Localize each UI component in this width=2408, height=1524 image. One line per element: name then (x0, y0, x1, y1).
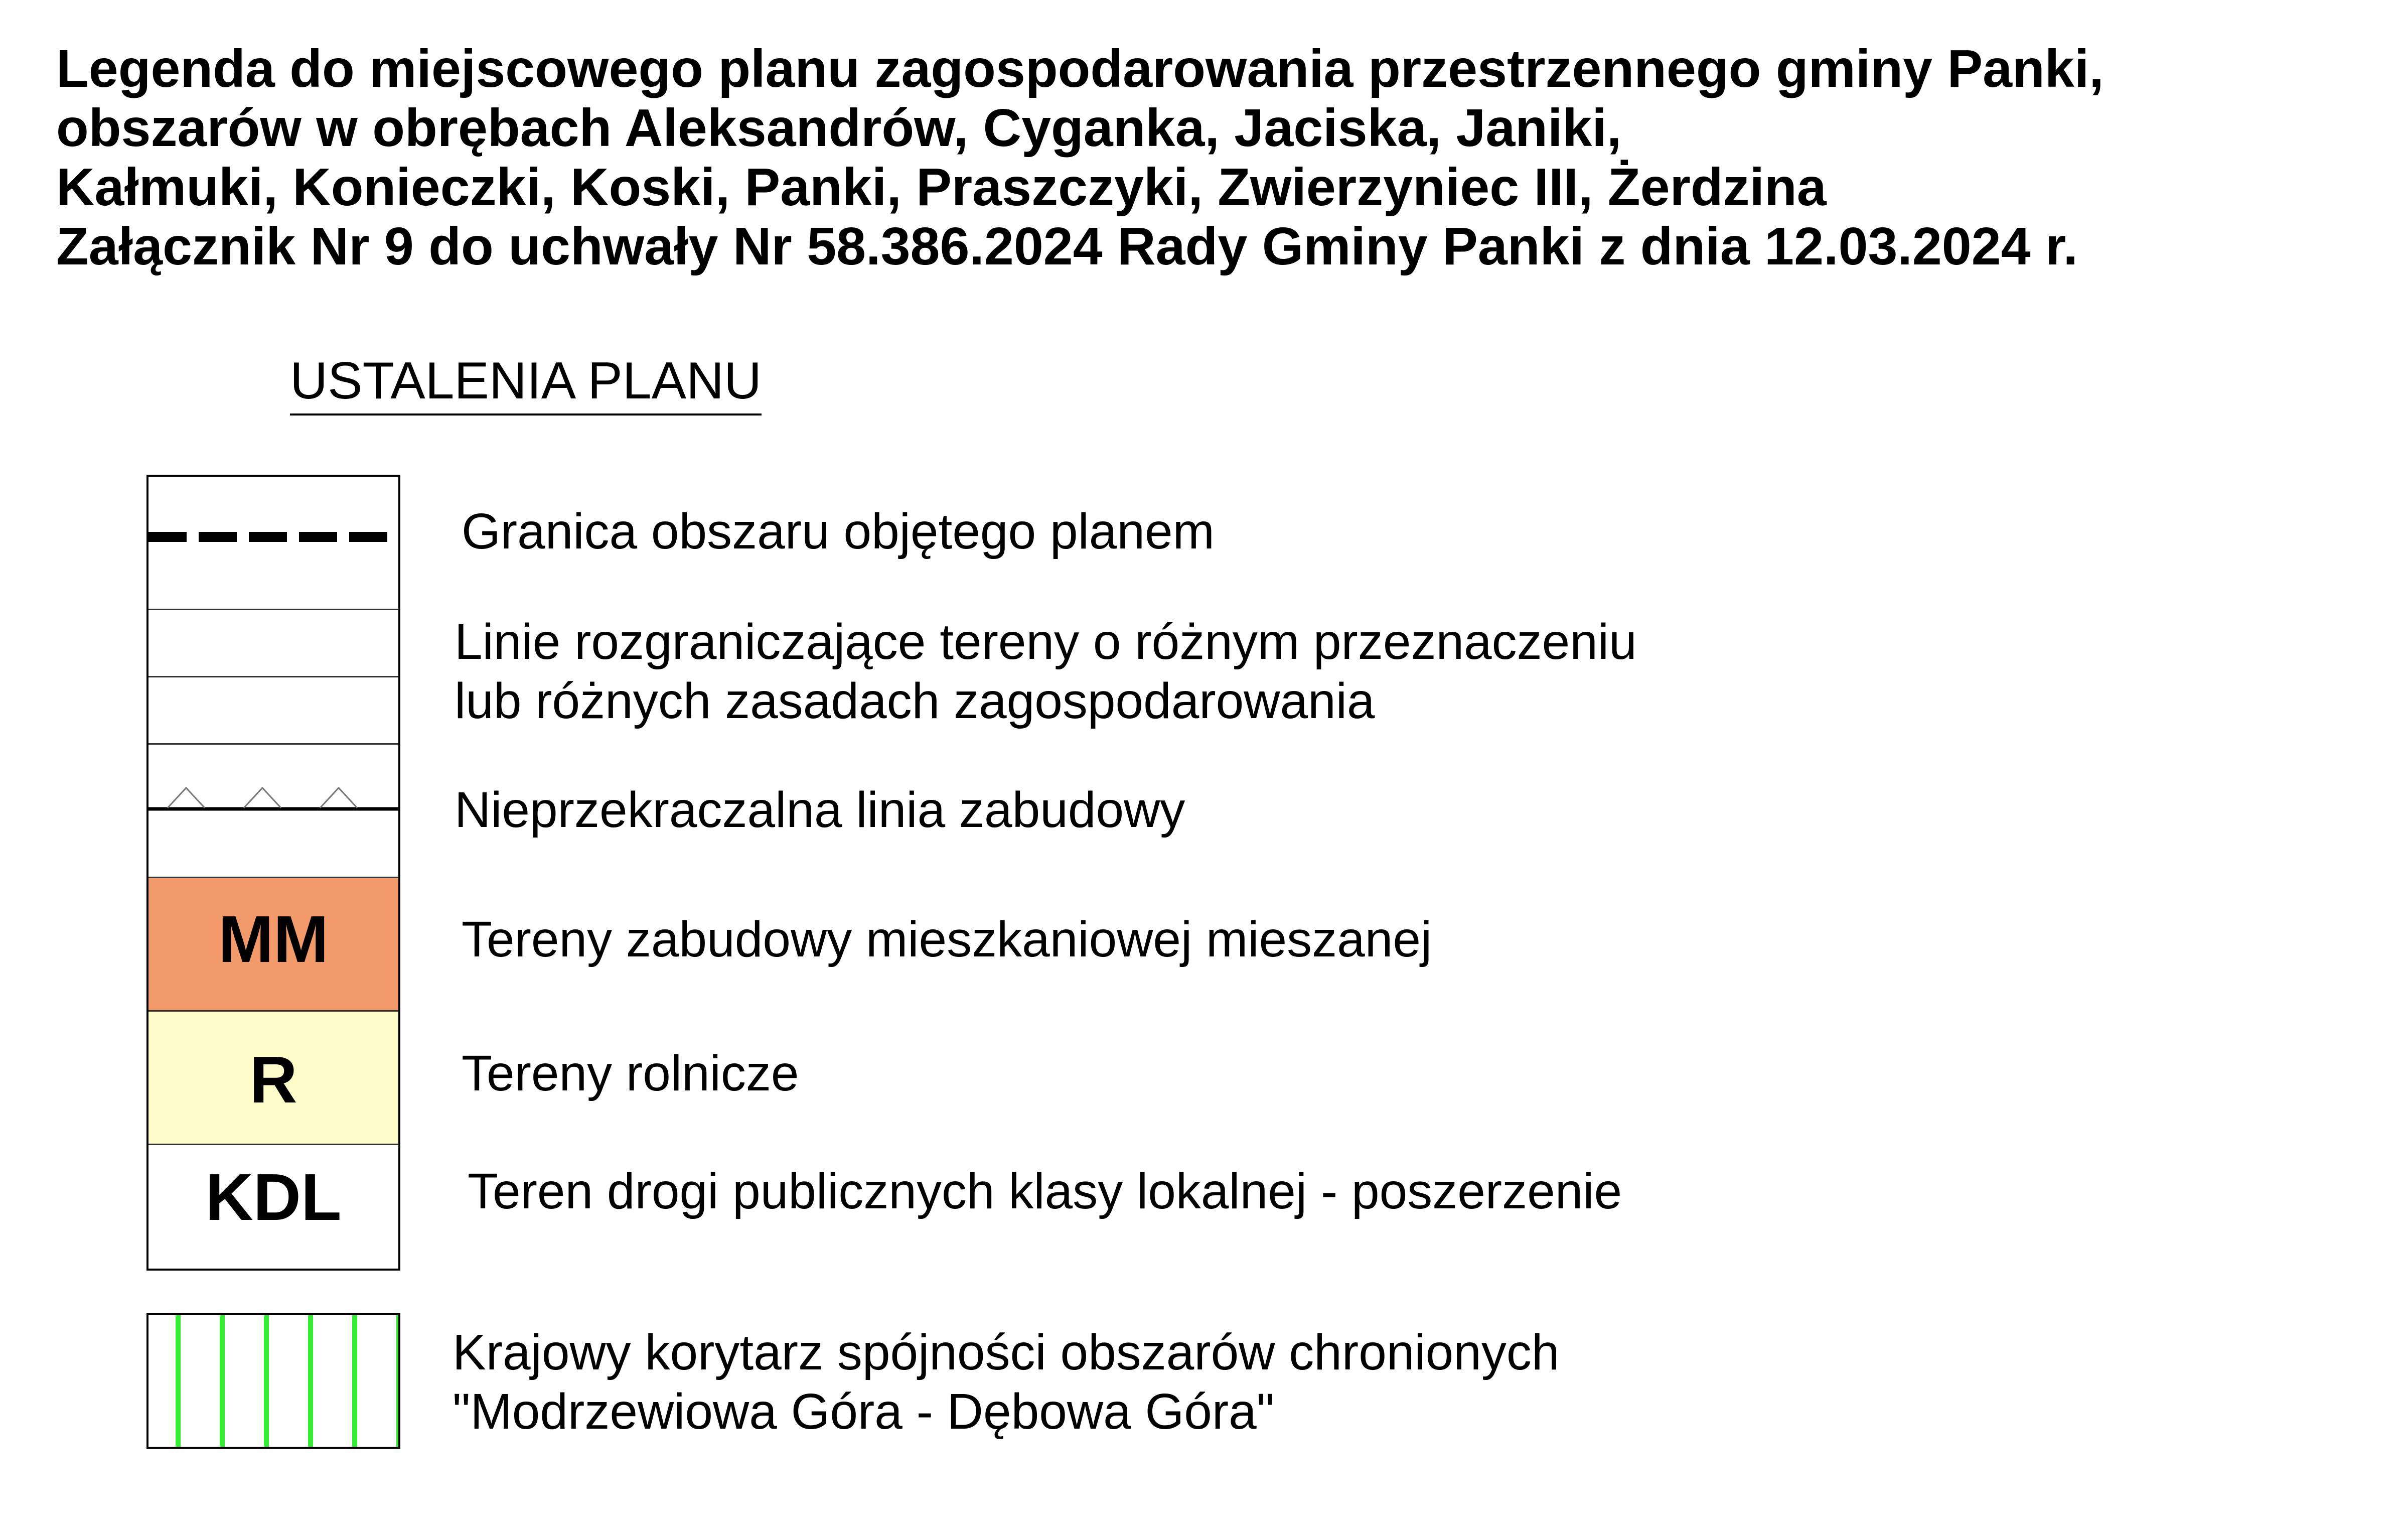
desc-dividing-line-1: Linie rozgraniczające tereny o różnym przeznaczeniu (455, 614, 1637, 670)
legend-symbol-dividing-upper (148, 610, 398, 677)
code-mm: MM (218, 902, 329, 976)
code-r: R (249, 1043, 297, 1117)
desc-r: Tereny rolnicze (462, 1045, 799, 1101)
legend-symbol-boundary (148, 477, 398, 610)
line-with-triangles-icon (148, 745, 398, 878)
document-title (56, 39, 2364, 276)
title-line-1: Legenda do miejscowego planu zagospodarowania przestrzennego gminy Panki, (56, 39, 2104, 98)
desc-dividing-line-2: lub różnych zasadach zagospodarowania (455, 673, 1375, 729)
legend-symbol-r (148, 1012, 398, 1145)
section-heading: USTALENIA PLANU (290, 351, 762, 415)
legend-symbol-building-line (148, 745, 398, 878)
title-line-3: Kałmuki, Konieczki, Koski, Panki, Praszczyki, Zwierzyniec III, Żerdzina (56, 158, 1827, 217)
legend-symbol-column (146, 475, 400, 1271)
legend-symbol-kdl (148, 1145, 398, 1269)
desc-corridor-line-2: "Modrzewiowa Góra - Dębowa Góra" (453, 1383, 1275, 1440)
desc-building-line: Nieprzekraczalna linia zabudowy (455, 782, 1185, 838)
title-line-4: Załącznik Nr 9 do uchwały Nr 58.386.2024 Rady Gminy Panki z dnia 12.03.2024 r. (56, 217, 2078, 276)
dashed-line-icon (148, 532, 389, 542)
legend-symbol-dividing-lower (148, 677, 398, 745)
code-kdl: KDL (205, 1160, 342, 1234)
desc-kdl: Teren drogi publicznych klasy lokalnej - poszerzenie (468, 1163, 1622, 1219)
desc-boundary: Granica obszaru objętego planem (462, 503, 1215, 560)
green-vertical-stripes-icon (146, 1313, 400, 1449)
desc-corridor-line-1: Krajowy korytarz spójności obszarów chronionych (453, 1324, 1560, 1380)
desc-mm: Tereny zabudowy mieszkaniowej mieszanej (462, 911, 1432, 967)
title-line-2: obszarów w obrębach Aleksandrów, Cyganka, Jaciska, Janiki, (56, 98, 1622, 158)
legend-symbol-mm (148, 878, 398, 1012)
